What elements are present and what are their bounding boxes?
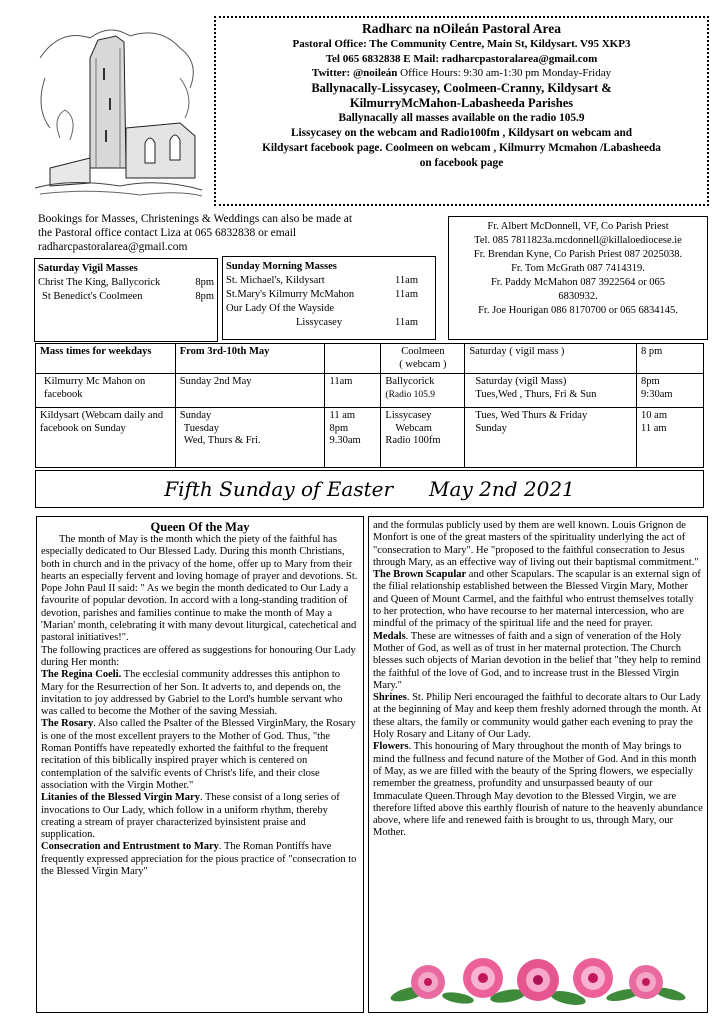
bookings-email: radharcpastoralarea@gmail.com xyxy=(38,241,188,253)
article-paragraph: Shrines. St. Philip Neri encouraged the faithful to decorate altars to Our Lady at the beginning of May and keep them freshly adorned through the month. At these altars, the family or community would gather each evening to pray the Holy Rosary and Litany of Our Lady. xyxy=(373,692,702,741)
table-cell: Saturday ( vigil mass ) xyxy=(465,344,637,374)
table-cell: Lissycasey Webcam Radio 100fm xyxy=(381,408,465,468)
article-paragraph: Medals. These are witnesses of faith and a sign of veneration of the Holy Mother of God, as well as of trust in her maternal protection. The Church blesses such objects of Marian devotion in the belief that "they help to remind the faithful of the love of God, and to increase trust in the Blessed Virgin Mary." xyxy=(373,630,701,691)
mass-row xyxy=(38,290,214,304)
priest-line: Fr. Brendan Kyne, Co Parish Priest 087 2025038. xyxy=(473,249,683,260)
parishes-line-1: Ballynacally-Lissycasey, Coolmeen-Cranny, Kildysart & xyxy=(311,80,612,95)
pastoral-area-title: Radharc na nOileán Pastoral Area xyxy=(361,21,561,36)
article-paragraph: Flowers. This honouring of Mary throughout the month of May brings to mind the fullness and fecund nature of the Mother of God. And in this month of May, as we are filled with the beauty of the Spring flowers, we especially remember the greatness, profundity and unsurpassed beauty of our Immaculate Queen.Through May devotion to the Blessed Virgin, we are therefore lifted above this earthly flourish of nature to the heavenly abundance above, where life and renewed faith is brought to us, through Mary, our Mother. xyxy=(373,741,703,839)
article-paragraph: Consecration and Entrustment to Mary. The Roman Pontiffs have frequently expressed appreciation for the pious practice of "consecration to the Blessed Virgin Mary" xyxy=(41,841,357,878)
saturday-vigil-box xyxy=(34,258,218,342)
table-cell xyxy=(325,344,381,374)
mass-row xyxy=(226,302,432,316)
bookings-line-1: Bookings for Masses, Christenings & Weddings can also be made at xyxy=(38,213,353,225)
mass-times-table xyxy=(35,343,704,468)
table-cell: Tues, Wed Thurs & Friday Sunday xyxy=(465,408,637,468)
bookings-line-2: the Pastoral office contact Liza at 065 6832838 or email xyxy=(38,227,297,239)
bookings-notice xyxy=(38,212,418,254)
mass-time: 11am xyxy=(395,317,418,328)
article-paragraph: Litanies of the Blessed Virgin Mary. These consist of a long series of invocations to Our Lady, which follow in a uniform rhythm, thereby creating a stream of prayer characterized byinsistent praise and supplication. xyxy=(41,792,340,841)
table-cell: From 3rd-10th May xyxy=(175,344,325,374)
table-cell: 8 pm xyxy=(637,344,704,374)
mass-place: Our Lady Of the Wayside xyxy=(226,303,335,314)
mass-time: 8pm xyxy=(195,291,214,302)
office-hours: Office Hours: 9:30 am-1:30 pm Monday-Friday xyxy=(397,67,612,79)
priests-contact-box xyxy=(448,216,708,340)
saturday-vigil-title: Saturday Vigil Masses xyxy=(38,263,138,274)
radio-line-4: on facebook page xyxy=(419,156,504,169)
pastoral-header-box xyxy=(214,16,709,206)
table-row xyxy=(36,344,704,374)
banner-sunday-title: Fifth Sunday of Easter xyxy=(164,477,394,501)
table-cell: 11am xyxy=(325,374,381,408)
mass-place: St.Mary's Kilmurry McMahon xyxy=(226,289,355,300)
mass-time: 11am xyxy=(395,289,418,300)
article-paragraph: The Brown Scapular and other Scapulars. The scapular is an external sign of the filial relationship established between the Blessed Virgin Mary, Mother and Queen of Mount Carmel, and the faithful who entrust themselves totally to her protection, who have recourse to her maternal intercession, who are mindful of the primacy of the spiritual life and the need for prayer. xyxy=(373,569,701,630)
table-cell: Kildysart (Webcam daily and facebook on Sunday xyxy=(36,408,176,468)
article-column-right xyxy=(368,516,708,1013)
article-paragraph: The Regina Coeli. The ecclesial community addresses this antiphon to Mary for the Resurrection of her Son. It adverts to, and depends on, the invitation to joy addressed by Gabriel to the Lord's humble servant who was called to become the Mother of the saving Messiah. xyxy=(41,669,343,718)
article-paragraph: The Rosary. Also called the Psalter of the Blessed VirginMary, the Rosary is one of the most excellent prayers to the Mother of God. Thus, "the Roman Pontiffs have repeatedly exhorted the faithful to the frequent recitation of this biblically inspired prayer which is centered on contemplation of the salvific events of Christ's life, and their close association with the Virgin Mother." xyxy=(41,718,356,791)
table-cell: Coolmeen ( webcam ) xyxy=(381,344,465,374)
radio-line-1: Ballynacally all masses available on the radio 105.9 xyxy=(338,111,585,124)
mass-row xyxy=(226,274,432,288)
parishes-line-2: KilmurryMcMahon-Labasheeda Parishes xyxy=(349,95,574,110)
article-paragraph: The month of May is the month which the piety of the faithful has especially dedicated to Our Blessed Lady. During this month Christians, both in church and in the privacy of the home, offer up to Mary from their hearts an especially fervent and loving homage of prayer and devotions. St. Pope John Paul II said: " As we begin the month dedicated to Our Lady a favourite of popular devotion. In accord with a long-standing tradition of devotion, parishes and families continue to make the month of May a 'Marian' month, celebrating it with many devout liturgical, catechetical and pastoral initiatives!". xyxy=(41,534,358,644)
mass-place: Lissycasey xyxy=(296,317,343,328)
table-cell: 8pm 9:30am xyxy=(637,374,704,408)
mass-row xyxy=(226,288,432,302)
table-cell: Mass times for weekdays xyxy=(36,344,176,374)
sunday-morning-title: Sunday Morning Masses xyxy=(226,261,337,272)
article-column-left xyxy=(36,516,364,1013)
priest-line: Fr. Albert McDonnell, VF, Co Parish Priest xyxy=(487,221,669,232)
mass-row xyxy=(226,316,432,330)
article-paragraph: The following practices are offered as suggestions for honouring Our Lady during Her month: xyxy=(41,644,356,668)
mass-place: Christ The King, Ballycorick xyxy=(38,277,161,288)
radio-line-2: Lissycasey on the webcam and Radio100fm , Kildysart on webcam and xyxy=(290,126,633,139)
table-cell: 11 am 8pm 9.30am xyxy=(325,408,381,468)
mass-time: 11am xyxy=(395,275,418,286)
table-cell: Sunday 2nd May xyxy=(175,374,325,408)
banner-date: May 2nd 2021 xyxy=(429,477,575,501)
twitter-handle: Twitter: @noileán xyxy=(311,67,398,79)
flower-garland-image xyxy=(388,950,688,1010)
sunday-banner xyxy=(35,470,704,508)
priest-line: Fr. Paddy McMahon 087 3922564 or 065 xyxy=(490,277,666,288)
contact-line: Tel 065 6832838 E Mail: radharcpastoralarea@gmail.com xyxy=(325,52,598,65)
priest-line: Fr. Joe Hourigan 086 8170700 or 065 6834145. xyxy=(478,305,678,316)
mass-row xyxy=(38,276,214,290)
priest-line: 6830932. xyxy=(558,291,598,302)
table-cell: Sunday Tuesday Wed, Thurs & Fri. xyxy=(175,408,325,468)
radio-line-3: Kildysart facebook page. Coolmeen on webcam , Kilmurry Mcmahon /Labasheeda xyxy=(262,141,661,154)
priest-line: Tel. 085 7811823a.mcdonnell@killaloediocese.ie xyxy=(474,235,682,246)
mass-time: 8pm xyxy=(195,277,214,288)
table-cell: Saturday (vigil Mass) Tues,Wed , Thurs, Fri & Sun xyxy=(465,374,637,408)
church-ruin-illustration xyxy=(30,18,206,198)
twitter-hours-line xyxy=(220,66,703,81)
table-row xyxy=(36,374,704,408)
table-row xyxy=(36,408,704,468)
table-cell: 10 am 11 am xyxy=(637,408,704,468)
mass-place: St. Michael's, Kildysart xyxy=(226,275,325,286)
article-title: Queen Of the May xyxy=(150,520,250,534)
article-paragraph: and the formulas publicly used by them are well known. Louis Grignon de Monfort is one of the great masters of the spirituality underlying the act of "consecration to Mary". He "proposed to the faithful consecration to Jesus through Mary, as an effective way of living out their baptismal commitment." xyxy=(373,520,699,568)
table-cell: Ballycorick (Radio 105.9 xyxy=(381,374,465,408)
table-cell: Kilmurry Mc Mahon on facebook xyxy=(36,374,176,408)
pastoral-office-address: Pastoral Office: The Community Centre, Main St, Kildysart. V95 XKP3 xyxy=(292,38,631,50)
sunday-morning-box xyxy=(222,256,436,340)
mass-place: St Benedict's Coolmeen xyxy=(42,291,143,302)
priest-line: Fr. Tom McGrath 087 7414319. xyxy=(511,263,645,274)
